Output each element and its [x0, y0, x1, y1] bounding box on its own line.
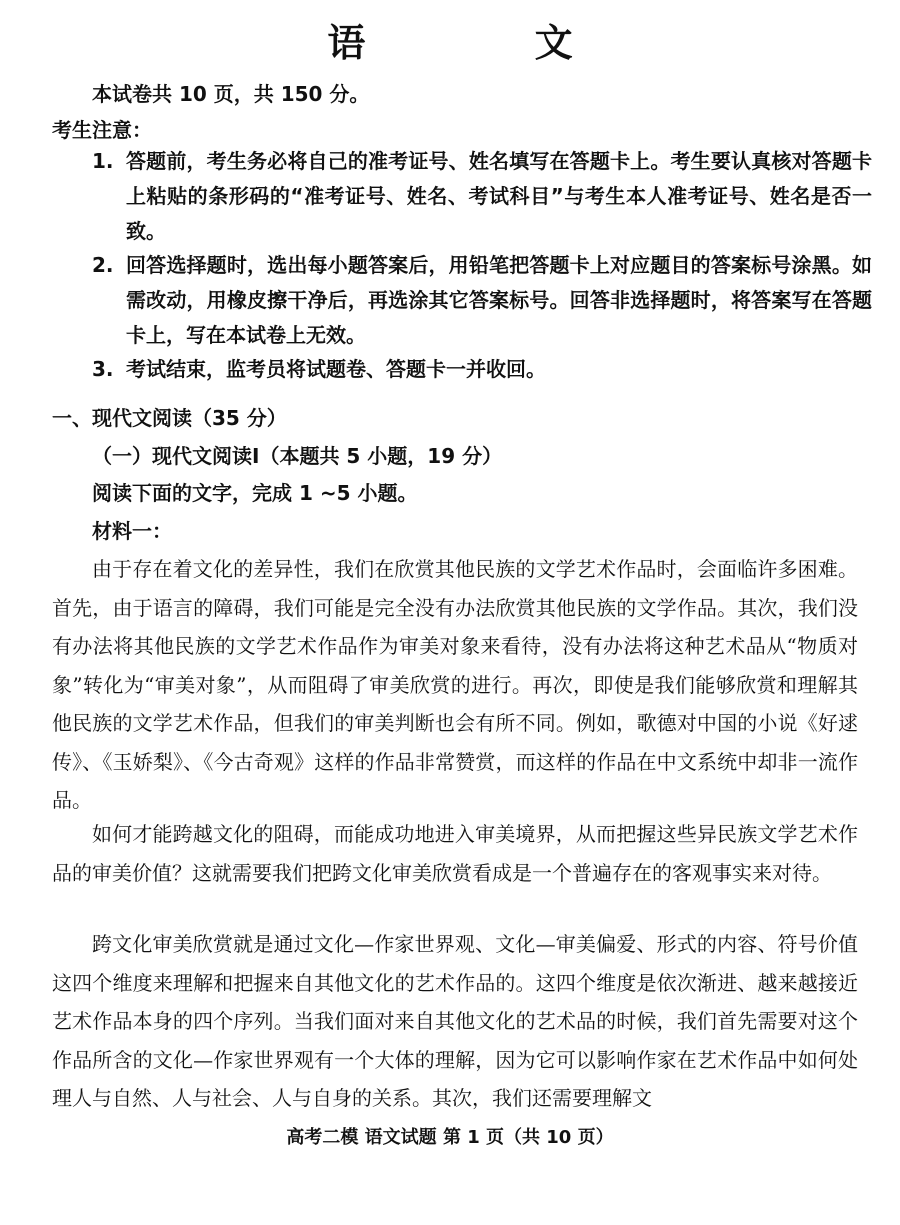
page-footer: 高考二模 语文试题 第 1 页（共 10 页） [286, 1127, 614, 1148]
notice-item [92, 144, 872, 249]
notice-text: 考试结束，监考员将试题卷、答题卡一并收回。 [126, 357, 546, 381]
notice-item [92, 352, 872, 387]
notice-heading: 考生注意： [52, 118, 152, 142]
notice-number: 3. [92, 357, 114, 381]
passage-paragraph: 跨文化审美欣赏就是通过文化—作家世界观、文化—审美偏爱、形式的内容、符号价值这四个维度来理解和把握来自其他文化的艺术作品的。这四个维度是依次渐进、越来越接近艺术作品本身的四个序列。当我们面对来自其他文化的艺术品的时候，我们首先需要对这个作品所含的文化—作家世界观有一个大体的理解，因为它可以影响作家在艺术作品中如何处理人与自然、人与社会、人与自身的关系。其次，我们还需要理解文 [52, 932, 858, 1110]
notice-number: 2. [92, 253, 114, 277]
notice-number: 1. [92, 149, 114, 173]
notice-text: 回答选择题时，选出每小题答案后，用铅笔把答题卡上对应题目的答案标号涂黑。如需改动，用橡皮擦干净后，再选涂其它答案标号。回答非选择题时，将答案写在答题卡上，写在本试卷上无效。 [126, 253, 872, 347]
exam-intro: 本试卷共 10 页，共 150 分。 [92, 82, 370, 106]
reading-instruction: 阅读下面的文字，完成 1 ~5 小题。 [92, 481, 418, 505]
section-heading: 一、现代文阅读（35 分） [52, 406, 287, 430]
material-heading: 材料一： [92, 519, 172, 543]
passage-paragraph: 如何才能跨越文化的阻碍，而能成功地进入审美境界，从而把握这些异民族文学艺术作品的审美价值？这就需要我们把跨文化审美欣赏看成是一个普遍存在的客观事实来对待。 [52, 822, 858, 885]
page-title: 语 文 [327, 21, 651, 65]
notice-item [92, 248, 872, 353]
subsection-heading: （一）现代文阅读Ⅰ（本题共 5 小题，19 分） [92, 444, 503, 468]
passage-paragraph: 由于存在着文化的差异性，我们在欣赏其他民族的文学艺术作品时，会面临许多困难。首先，由于语言的障碍，我们可能是完全没有办法欣赏其他民族的文学作品。其次，我们没有办法将其他民族的文学艺术作品作为审美对象来看待，没有办法将这种艺术品从“物质对象”转化为“审美对象”，从而阻碍了审美欣赏的进行。再次，即使是我们能够欣赏和理解其他民族的文学艺术作品，但我们的审美判断也会有所不同。例如，歌德对中国的小说《好逑传》、《玉娇梨》、《今古奇观》这样的作品非常赞赏，而这样的作品在中文系统中却非一流作品。 [52, 557, 858, 812]
notice-text: 答题前，考生务必将自己的准考证号、姓名填写在答题卡上。考生要认真核对答题卡上粘贴的条形码的“准考证号、姓名、考试科目”与考生本人准考证号、姓名是否一致。 [126, 149, 872, 243]
